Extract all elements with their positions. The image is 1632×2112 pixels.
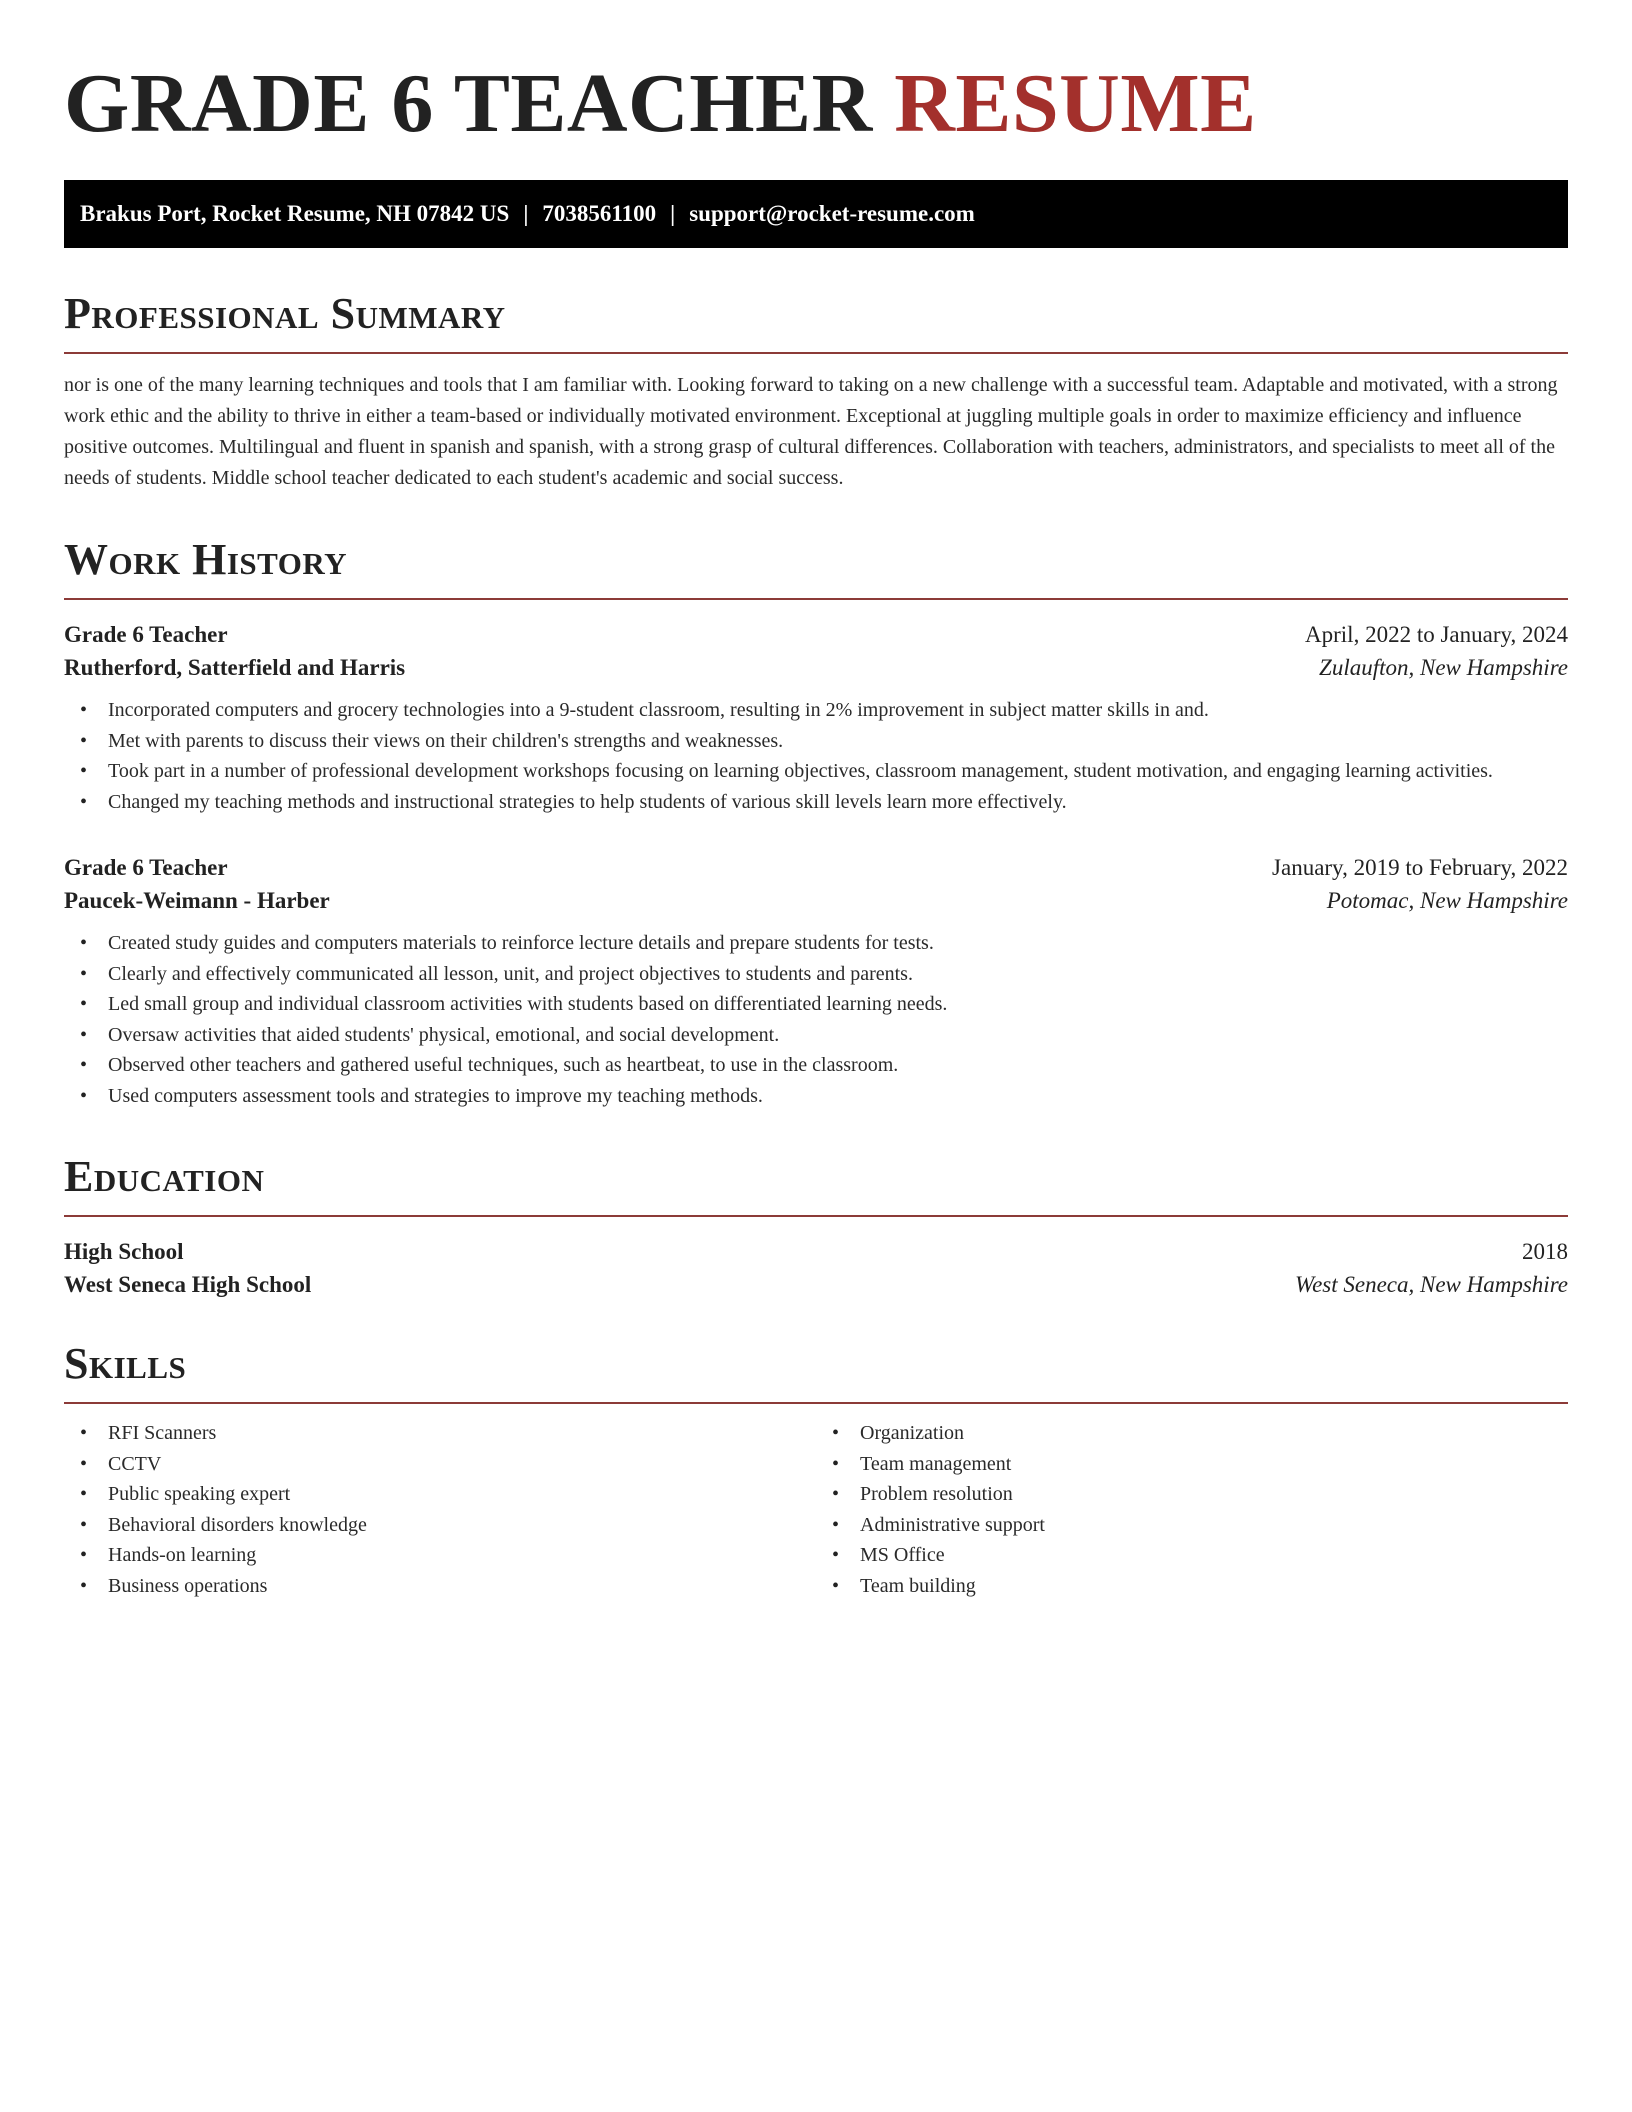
job-bullet: • Took part in a number of professional development workshops focusing on learning objectives, classroom management, student motivation, and engaging learning activities. xyxy=(80,756,1568,787)
job-bullet: • Met with parents to discuss their views on their children's strengths and weaknesses. xyxy=(80,726,1568,757)
job-entry xyxy=(64,855,1568,1111)
skill-item: • Public speaking expert xyxy=(80,1479,816,1510)
skill-item: • Team management xyxy=(832,1449,1568,1480)
job-bullet: • Oversaw activities that aided students' physical, emotional, and social development. xyxy=(80,1020,1568,1051)
job-bullet: • Changed my teaching methods and instructional strategies to help students of various skill levels learn more effectively. xyxy=(80,787,1568,818)
skills-column-right xyxy=(816,1418,1568,1601)
education-location: West Seneca, New Hampshire xyxy=(1295,1272,1568,1297)
summary-heading: Professional Summary xyxy=(64,292,1568,354)
skill-item: • Administrative support xyxy=(832,1510,1568,1541)
education-degree: High School xyxy=(64,1239,184,1264)
skills-column-left xyxy=(64,1418,816,1601)
job-dates: January, 2019 to February, 2022 xyxy=(1272,855,1568,880)
job-title: Grade 6 Teacher xyxy=(64,622,228,647)
title-accent: RESUME xyxy=(894,57,1257,150)
skill-item: • CCTV xyxy=(80,1449,816,1480)
skill-item: • Behavioral disorders knowledge xyxy=(80,1510,816,1541)
skills-heading: Skills xyxy=(64,1342,1568,1404)
skill-item: • RFI Scanners xyxy=(80,1418,816,1449)
education-year: 2018 xyxy=(1522,1239,1568,1264)
job-entry xyxy=(64,622,1568,817)
job-bullet: • Created study guides and computers materials to reinforce lecture details and prepare students for tests. xyxy=(80,928,1568,959)
job-company: Rutherford, Satterfield and Harris xyxy=(64,655,406,680)
job-bullet: • Clearly and effectively communicated all lesson, unit, and project objectives to students and parents. xyxy=(80,959,1568,990)
education-school: West Seneca High School xyxy=(64,1272,312,1297)
contact-phone: 7038561100 xyxy=(542,201,657,226)
summary-text: nor is one of the many learning techniques and tools that I am familiar with. Looking forward to taking on a new challenge with a successful team. Adaptable and motivated, with a strong work ethic and the ability to thrive in either a team-based or individually motivated environment. Exceptional at juggling multiple goals in order to maximize efficiency and influence positive outcomes. Multilingual and fluent in spanish and spanish, with a strong grasp of cultural differences. Collaboration with teachers, administrators, and specialists to meet all of the needs of students. Middle school teacher dedicated to each student's academic and social success. xyxy=(64,374,1558,489)
skill-item: • Organization xyxy=(832,1418,1568,1449)
contact-separator: | xyxy=(670,201,676,226)
job-bullet: • Led small group and individual classroom activities with students based on differentiated learning needs. xyxy=(80,989,1568,1020)
job-dates: April, 2022 to January, 2024 xyxy=(1305,622,1568,647)
skill-item: • Hands-on learning xyxy=(80,1540,816,1571)
contact-email[interactable]: support@rocket-resume.com xyxy=(689,201,975,226)
contact-address: Brakus Port, Rocket Resume, NH 07842 US xyxy=(80,201,510,226)
job-bullet: • Incorporated computers and grocery technologies into a 9-student classroom, resulting in 2% improvement in subject matter skills in and. xyxy=(80,695,1568,726)
education-entry xyxy=(64,1239,1568,1298)
skill-item: • Problem resolution xyxy=(832,1479,1568,1510)
contact-separator: | xyxy=(523,201,529,226)
skill-item: • Business operations xyxy=(80,1571,816,1602)
contact-bar xyxy=(64,180,1568,248)
job-location: Potomac, New Hampshire xyxy=(1326,888,1568,913)
skills-grid xyxy=(64,1418,1568,1601)
summary-section xyxy=(64,289,1568,494)
title-main: GRADE 6 TEACHER xyxy=(64,57,873,150)
work-history-section xyxy=(64,535,1568,1111)
job-bullets xyxy=(64,928,1568,1111)
job-bullet: • Used computers assessment tools and strategies to improve my teaching methods. xyxy=(80,1081,1568,1112)
education-heading: Education xyxy=(64,1155,1568,1217)
skill-item: • Team building xyxy=(832,1571,1568,1602)
education-section xyxy=(64,1152,1568,1298)
job-location: Zulaufton, New Hampshire xyxy=(1319,655,1568,680)
job-title: Grade 6 Teacher xyxy=(64,855,228,880)
skill-item: • MS Office xyxy=(832,1540,1568,1571)
resume-title xyxy=(64,57,1568,150)
job-bullets xyxy=(64,695,1568,817)
skills-section xyxy=(64,1339,1568,1601)
job-company: Paucek-Weimann - Harber xyxy=(64,888,330,913)
work-history-heading: Work History xyxy=(64,538,1568,600)
job-bullet: • Observed other teachers and gathered useful techniques, such as heartbeat, to use in the classroom. xyxy=(80,1050,1568,1081)
